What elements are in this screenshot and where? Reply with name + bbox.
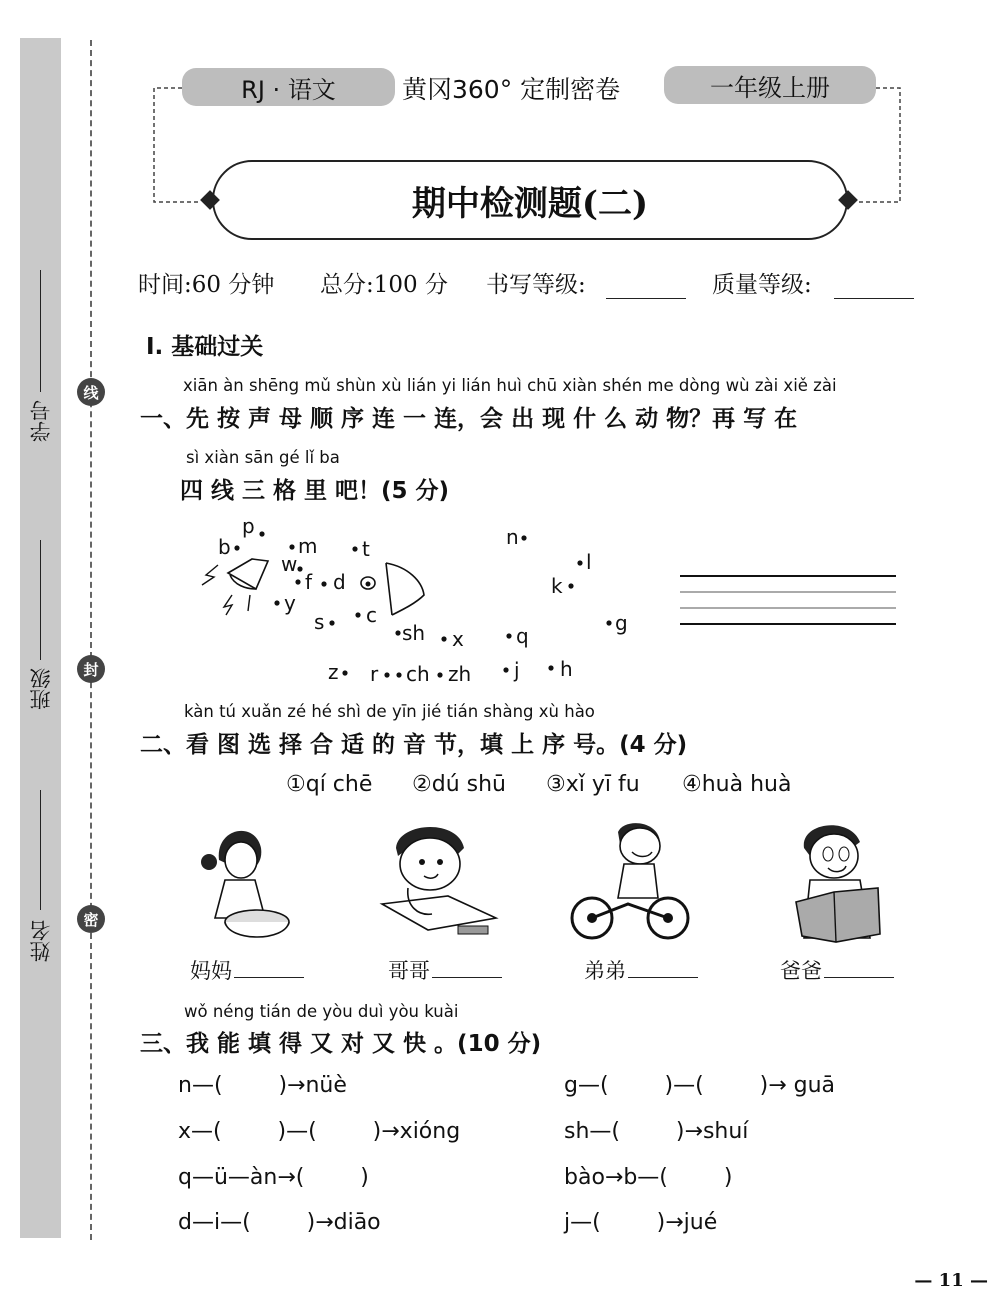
option-2: ②dú shū: [412, 772, 506, 797]
dot-label: f: [305, 570, 313, 594]
caption-younger-brother: [584, 955, 698, 985]
writing-grade-label: 书写等级:: [486, 272, 586, 298]
q1-pinyin-line1: xiān àn shēng mǔ shùn xù lián yi lián huì chū xiàn shén me dòng wù zài xiě zài: [183, 376, 837, 395]
series-name: 黄冈360° 定制密卷: [402, 75, 621, 104]
seal-secret-mark: 密: [77, 905, 105, 933]
younger-brother-cycling-illustration: [568, 818, 693, 946]
q1-title-line1: 一、先 按 声 母 顺 序 连 一 连，会 出 现 什 么 动 物？再 写 在: [140, 406, 798, 432]
fill-item-right-3[interactable]: bào→b—( ): [564, 1165, 733, 1190]
caption-younger-brother-text: 弟弟: [584, 959, 626, 983]
dot-label: r: [370, 662, 379, 686]
option-1: ①qí chē: [286, 772, 373, 797]
name-label: 姓名: [29, 920, 53, 962]
dot-label: zh: [448, 662, 472, 686]
fill-item-left-1[interactable]: n—( )→nüè: [178, 1073, 347, 1098]
page-number: — 11 —: [914, 1270, 988, 1291]
fill-item-right-4[interactable]: j—( )→jué: [564, 1210, 718, 1235]
mother-washing-illustration: [195, 818, 305, 946]
seal-seal-mark: 封: [77, 655, 105, 683]
option-4: ④huà huà: [682, 772, 792, 797]
dot-label: j: [514, 658, 520, 682]
dot-label: g: [615, 611, 628, 635]
caption-mother-blank[interactable]: [234, 977, 304, 978]
caption-brother: [388, 955, 502, 985]
quality-grade-label: 质量等级:: [712, 272, 812, 298]
dot-label: q: [516, 624, 529, 648]
caption-father-text: 爸爸: [780, 959, 822, 983]
caption-mother-text: 妈妈: [190, 959, 232, 983]
dot-label: k: [551, 574, 563, 598]
exam-time: 时间:60 分钟: [138, 272, 275, 298]
dot-label: d: [333, 570, 346, 594]
caption-father-blank[interactable]: [824, 977, 894, 978]
fill-item-left-4[interactable]: d—i—( )→diāo: [178, 1210, 381, 1235]
dot-label: s: [314, 610, 325, 634]
fill-item-left-3[interactable]: q—ü—àn→( ): [178, 1165, 369, 1190]
dot-label: y: [284, 591, 296, 615]
q3-pinyin: wǒ néng tián de yòu duì yòu kuài: [184, 1002, 459, 1021]
student-number-label: 学号: [29, 400, 53, 442]
q2-pinyin: kàn tú xuǎn zé hé shì de yīn jié tián shàng xù hào: [184, 702, 595, 721]
dot-label: c: [366, 603, 377, 627]
option-3: ③xǐ yī fu: [546, 772, 640, 797]
exam-title: 期中检测题(二): [212, 160, 848, 240]
dot-label: sh: [402, 621, 426, 645]
q1-title-line2: 四 线 三 格 里 吧！(5 分): [180, 478, 450, 504]
fill-item-left-2[interactable]: x—( )—( )→xióng: [178, 1119, 461, 1144]
dot-label: x: [452, 627, 464, 651]
dot-label: b: [218, 535, 231, 559]
father-reading-illustration: [790, 818, 890, 946]
caption-younger-brother-blank[interactable]: [628, 977, 698, 978]
dot-label: l: [586, 550, 592, 574]
caption-brother-text: 哥哥: [388, 959, 430, 983]
dot-label: p: [242, 514, 255, 538]
class-label: 班级: [29, 668, 53, 710]
fill-item-right-1[interactable]: g—( )—( )→ guā: [564, 1073, 836, 1098]
dot-label: m: [298, 534, 318, 558]
grade-pill: 一年级上册: [664, 66, 876, 104]
brother-drawing-illustration: [378, 818, 503, 946]
dot-label: t: [362, 537, 370, 561]
dot-label: w: [281, 552, 298, 576]
dot-label: n: [506, 525, 519, 549]
q1-pinyin-line2: sì xiàn sān gé lǐ ba: [186, 448, 340, 467]
q2-title: 二、看 图 选 择 合 适 的 音 节，填 上 序 号。(4 分): [140, 732, 688, 758]
seal-line-mark: 线: [77, 378, 105, 406]
dot-label: h: [560, 657, 573, 681]
subject-pill: RJ · 语文: [182, 68, 395, 106]
dot-label: z: [328, 660, 339, 684]
q3-title: 三、我 能 填 得 又 对 又 快 。(10 分): [140, 1031, 542, 1057]
section-title: Ⅰ. 基础过关: [146, 334, 264, 360]
caption-mother: [190, 955, 304, 985]
dot-label: ch: [406, 662, 430, 686]
fill-item-right-2[interactable]: sh—( )→shuí: [564, 1119, 749, 1144]
name-field[interactable]: [40, 790, 41, 910]
caption-father: [780, 955, 894, 985]
total-score: 总分:100 分: [320, 272, 448, 298]
four-line-grid[interactable]: [678, 570, 900, 630]
caption-brother-blank[interactable]: [432, 977, 502, 978]
